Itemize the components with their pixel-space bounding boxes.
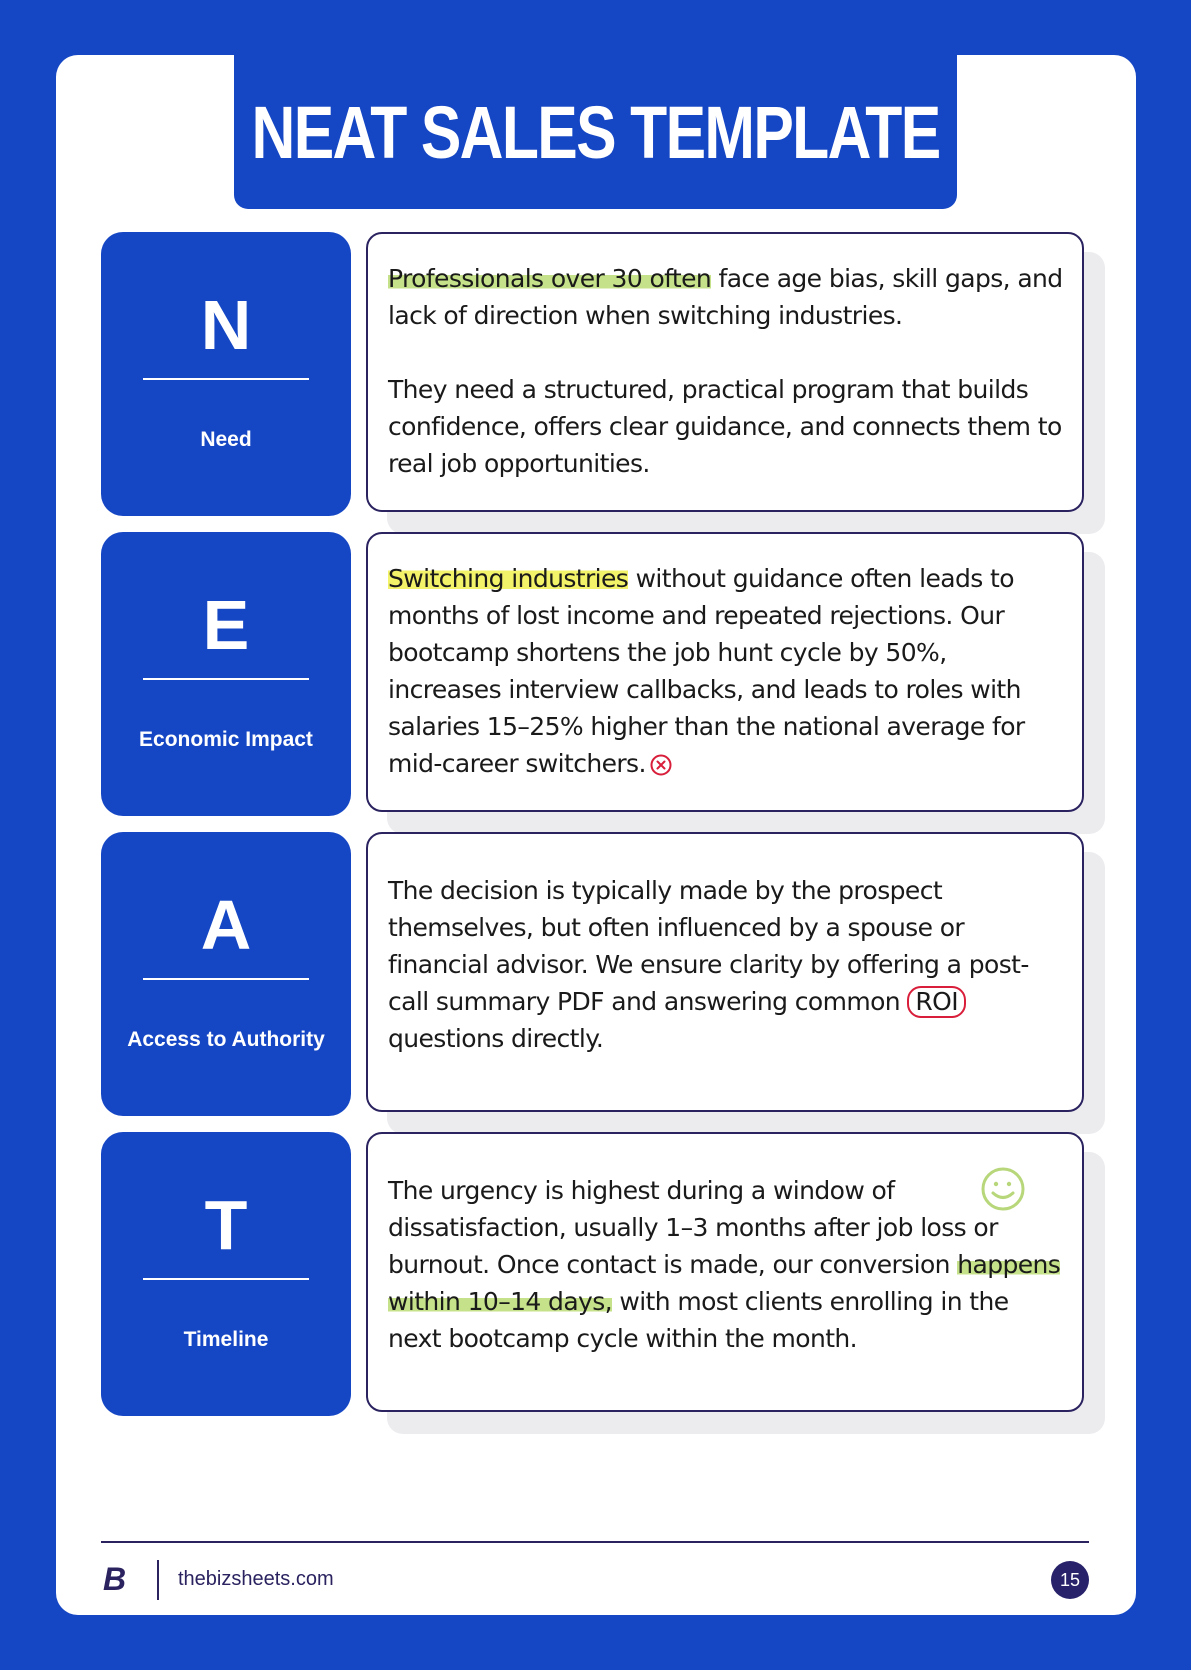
row-access-to-authority: [101, 832, 1105, 1116]
smiley-icon: [980, 1166, 1026, 1212]
label-economic-impact: Economic Impact: [139, 728, 313, 751]
website-link[interactable]: thebizsheets.com: [178, 1568, 334, 1590]
highlight: Professionals over 30 often: [388, 264, 712, 293]
letter-e: E: [202, 586, 250, 664]
label-need: Need: [200, 428, 252, 451]
letter-card-need: [101, 232, 351, 516]
letter-card-economic-impact: [101, 532, 351, 816]
letter-n: N: [200, 286, 252, 364]
label-timeline: Timeline: [183, 1328, 269, 1351]
footer-separator: [157, 1560, 159, 1600]
text: questions directly.: [388, 1024, 604, 1053]
footer-divider: [101, 1541, 1089, 1543]
highlight: Switching industries: [388, 564, 629, 593]
divider: [143, 678, 309, 680]
text: The decision is typically made by the prospect themselves, but often influenced by a spouse or financial advisor. We ensure clarity by offering a post-call summary PDF and answering common: [388, 876, 1029, 1016]
note-need: [366, 232, 1084, 512]
label-access-to-authority: Access to Authority: [127, 1028, 325, 1051]
text: face age bias, skill gaps, and lack of direction when switching industries.: [388, 264, 1063, 330]
highlight: happens within 10–14 days,: [388, 1250, 1061, 1316]
text: The urgency is highest during a window of dissatisfaction, usually 1–3 months after job loss or burnout. Once contact is made, our conversion: [388, 1176, 998, 1279]
text: with most clients enrolling in the next bootcamp cycle within the month.: [388, 1287, 1009, 1353]
access-paragraph: [388, 872, 1064, 1057]
letter-card-access-to-authority: [101, 832, 351, 1116]
row-need: [101, 232, 1105, 516]
text: without guidance often leads to months of lost income and repeated rejections. Our bootcamp shortens the job hunt cycle by 50%, increases interview callbacks, and leads to roles with salaries 15–25% higher than the national average for mid-career switchers.: [388, 564, 1025, 778]
circled-roi: ROI: [907, 986, 966, 1018]
title-tab: [234, 55, 957, 209]
row-timeline: [101, 1132, 1105, 1416]
x-circle-icon: [650, 754, 672, 776]
page-number: 15: [1051, 1561, 1089, 1599]
bizsheets-logo-icon: [101, 1562, 137, 1596]
note-access-to-authority: [366, 832, 1084, 1112]
economic-impact-paragraph: [388, 560, 1064, 782]
divider: [143, 1278, 309, 1280]
divider: [143, 378, 309, 380]
letter-a: A: [200, 886, 252, 964]
letter-card-timeline: [101, 1132, 351, 1416]
row-economic-impact: [101, 532, 1105, 816]
need-paragraph-2: They need a structured, practical program that builds confidence, offers clear guidance, and connects them to real job opportunities.: [388, 375, 1062, 478]
timeline-paragraph: [388, 1172, 1064, 1357]
logo-text: B: [103, 1562, 127, 1596]
page-title: NEAT SALES TEMPLATE: [251, 90, 940, 174]
divider: [143, 978, 309, 980]
letter-t: T: [204, 1186, 248, 1264]
need-paragraph-1: [388, 260, 1064, 334]
note-economic-impact: [366, 532, 1084, 812]
note-timeline: [366, 1132, 1084, 1412]
